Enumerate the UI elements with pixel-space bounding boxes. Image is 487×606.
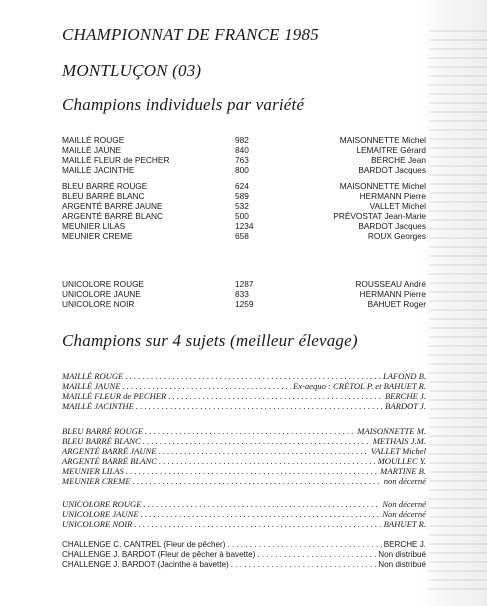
challenge-winner: BERCHE J.: [383, 540, 426, 549]
points-value: 763: [235, 155, 249, 165]
document-title: CHAMPIONNAT DE FRANCE 1985: [62, 25, 319, 44]
variety-name: UNICOLORE JAUNE: [62, 509, 139, 519]
dot-leader: [133, 476, 382, 486]
variety-name: UNICOLORE NOIR: [62, 519, 133, 529]
winner-name: PRÉVOSTAT Jean-Marie: [333, 211, 426, 221]
table-row: [62, 145, 426, 155]
challenge-row: [62, 560, 426, 570]
winner-name: MAISONNETTE M.: [357, 426, 426, 436]
variety-name: ARGENTÉ BARRÉ JAUNE: [62, 201, 163, 211]
points-value: 500: [235, 211, 249, 221]
points-value: 1259: [235, 299, 254, 309]
table-row: [62, 211, 426, 221]
list-item: [62, 456, 426, 466]
list-item: [62, 371, 426, 381]
points-value: 1287: [235, 279, 254, 289]
winner-name: BAHUET Roger: [367, 299, 426, 309]
points-value: 840: [235, 145, 249, 155]
dot-leader: [143, 436, 371, 446]
list-item: [62, 401, 426, 411]
variety-name: UNICOLORE JAUNE: [62, 289, 141, 299]
bleed-through-text: [429, 30, 487, 590]
challenge-winner: Non distribué: [378, 560, 426, 569]
list-item: [62, 391, 426, 401]
dot-leader: [159, 456, 376, 466]
winner-name: HERMANN Pierre: [359, 191, 426, 201]
points-value: 1234: [235, 221, 254, 231]
winner-name: Non décerné: [382, 499, 426, 509]
winner-name: VALLET Michel: [370, 446, 426, 456]
location-heading: MONTLUÇON (03): [62, 61, 202, 80]
winner-name: non décerné: [383, 476, 426, 486]
list-item: [62, 381, 426, 391]
list-item: [62, 519, 426, 529]
challenges-list: [62, 540, 426, 570]
variety-name: MAILLÉ JACINTHE: [62, 165, 135, 175]
individual-group-unicolore: [62, 279, 426, 309]
list-item: [62, 446, 426, 456]
table-row: [62, 135, 426, 145]
variety-name: MAILLÉ JAUNE: [62, 145, 122, 155]
winner-name: MOULLEC Y.: [377, 456, 426, 466]
variety-name: MAILLÉ JACINTHE: [62, 401, 134, 411]
challenge-row: [62, 550, 426, 560]
winner-name: BERCHE J.: [384, 391, 426, 401]
winner-name: LAFOND B.: [383, 371, 426, 381]
table-row: [62, 191, 426, 201]
variety-name: MAILLÉ ROUGE: [62, 135, 125, 145]
variety-name: UNICOLORE NOIR: [62, 299, 135, 309]
variety-name: ARGENTÉ BARRÉ JAUNE: [62, 446, 157, 456]
list-item: [62, 509, 426, 519]
individual-group-barre: [62, 181, 426, 241]
winner-name: ROUX Georges: [367, 231, 426, 241]
points-value: 982: [235, 135, 249, 145]
variety-name: BLEU BARRÉ ROUGE: [62, 181, 148, 191]
variety-name: MAILLÉ ROUGE: [62, 371, 124, 381]
winner-name: MARTINE B.: [380, 466, 426, 476]
winner-name: BERCHE Jean: [371, 155, 426, 165]
section-heading-individual: Champions individuels par variété: [62, 95, 305, 114]
dot-leader: [257, 550, 376, 560]
dot-leader: [141, 509, 381, 519]
winner-name: ROUSSEAU André: [355, 279, 426, 289]
points-value: 624: [235, 181, 249, 191]
four-subjects-group-unicolore: [62, 499, 426, 529]
winner-name: HERMANN Pierre: [359, 289, 426, 299]
individual-group-maille: [62, 135, 426, 175]
variety-name: UNICOLORE ROUGE: [62, 279, 145, 289]
list-item: [62, 476, 426, 486]
variety-name: MAILLÉ JAUNE: [62, 381, 121, 391]
variety-name: MEUNIER LILAS: [62, 221, 126, 231]
variety-name: BLEU BARRÉ BLANC: [62, 436, 141, 446]
table-row: [62, 181, 426, 191]
dot-leader: [145, 426, 355, 436]
table-row: [62, 299, 426, 309]
dot-leader: [231, 560, 377, 570]
winner-name: BARDOT Jacques: [358, 221, 426, 231]
challenge-name: CHALLENGE J. BARDOT (Jacinthe à bavette): [62, 560, 229, 569]
dot-leader: [227, 540, 381, 550]
winner-name: BARDOT J.: [385, 401, 426, 411]
winner-name: MAISONNETTE Michel: [339, 135, 426, 145]
list-item: [62, 466, 426, 476]
points-value: 658: [235, 231, 249, 241]
dot-leader: [159, 446, 369, 456]
table-row: [62, 201, 426, 211]
dot-leader: [168, 391, 383, 401]
list-item: [62, 436, 426, 446]
winner-name: VALLET Michel: [369, 201, 426, 211]
winner-name: METHAIS J.M.: [372, 436, 426, 446]
four-subjects-group-maille: [62, 371, 426, 411]
winner-name: Ex-aequo : CRÉTOL P. et BAHUET R.: [292, 381, 426, 391]
dot-leader: [134, 519, 381, 529]
winner-name: BAHUET R.: [383, 519, 426, 529]
table-row: [62, 279, 426, 289]
variety-name: ARGENTÉ BARRÉ BLANC: [62, 211, 163, 221]
variety-name: BLEU BARRÉ BLANC: [62, 191, 145, 201]
challenge-name: CHALLENGE C. CANTREL (Fleur de pêcher): [62, 540, 226, 549]
variety-name: MAILLÉ FLEUR de PECHER: [62, 155, 170, 165]
table-row: [62, 289, 426, 299]
points-value: 833: [235, 289, 249, 299]
variety-name: ARGENTÉ BARRÉ BLANC: [62, 456, 158, 466]
dot-leader: [144, 499, 381, 509]
dot-leader: [126, 466, 378, 476]
table-row: [62, 221, 426, 231]
table-row: [62, 155, 426, 165]
points-value: 589: [235, 191, 249, 201]
variety-name: MEUNIER CREME: [62, 231, 133, 241]
section-heading-four-subjects: Champions sur 4 sujets (meilleur élevage): [62, 331, 358, 350]
challenge-winner: Non distribué: [378, 550, 426, 559]
table-row: [62, 231, 426, 241]
variety-name: MEUNIER LILAS: [62, 466, 124, 476]
winner-name: MAISONNETTE Michel: [339, 181, 426, 191]
list-item: [62, 426, 426, 436]
winner-name: Non décerné: [382, 509, 426, 519]
list-item: [62, 499, 426, 509]
points-value: 800: [235, 165, 249, 175]
challenge-name: CHALLENGE J. BARDOT (Fleur de pêcher à bavette): [62, 550, 256, 559]
variety-name: BLEU BARRÉ ROUGE: [62, 426, 144, 436]
variety-name: MEUNIER CREME: [62, 476, 131, 486]
variety-name: MAILLÉ FLEUR de PECHER: [62, 391, 167, 401]
winner-name: BARDOT Jacques: [358, 165, 426, 175]
dot-leader: [125, 371, 381, 381]
four-subjects-group-barre: [62, 426, 426, 486]
dot-leader: [122, 381, 290, 391]
points-value: 532: [235, 201, 249, 211]
table-row: [62, 165, 426, 175]
dot-leader: [136, 401, 383, 411]
variety-name: UNICOLORE ROUGE: [62, 499, 142, 509]
challenge-row: [62, 540, 426, 550]
winner-name: LEMAITRE Gérard: [356, 145, 426, 155]
